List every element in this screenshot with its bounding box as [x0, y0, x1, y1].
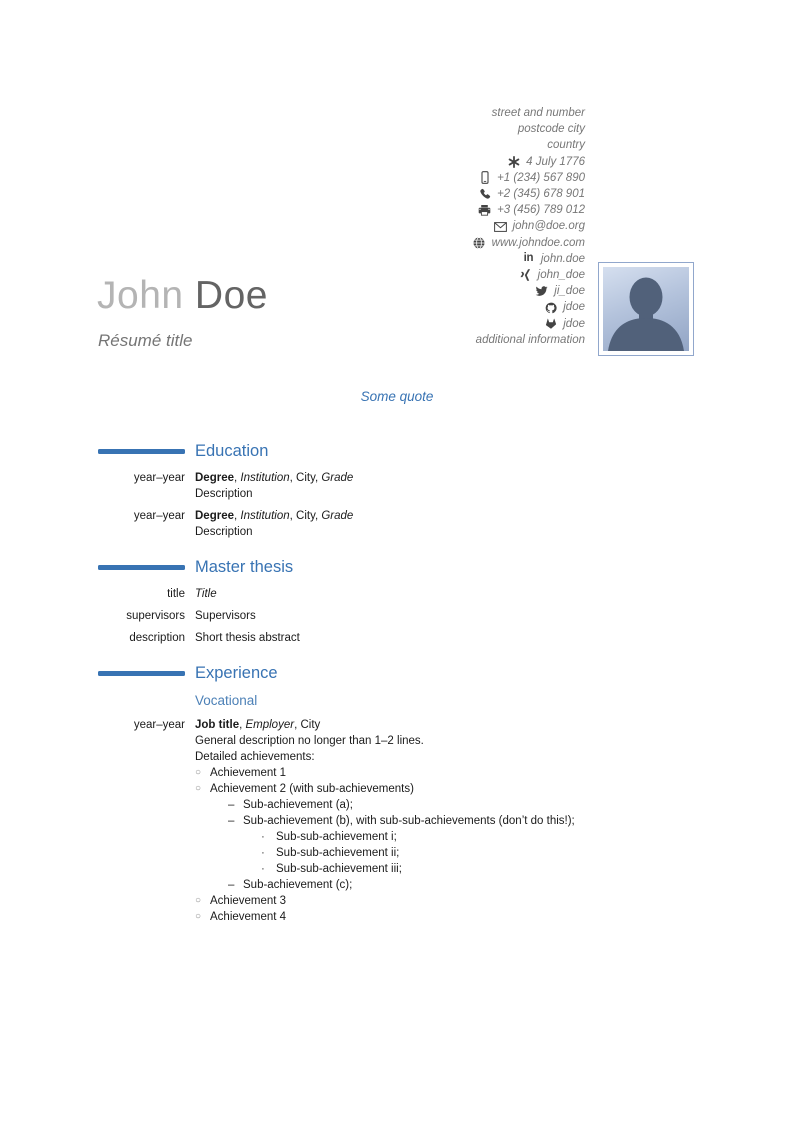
thesis-row-label: supervisors — [126, 610, 185, 622]
bullet-marker: ○ — [195, 783, 202, 794]
entry-paragraph: General description no longer than 1–2 lines. — [195, 735, 424, 747]
contact-line — [472, 251, 585, 267]
contact-line — [472, 154, 585, 170]
contact-text: 4 July 1776 — [526, 155, 585, 168]
contact-text: +2 (345) 678 901 — [497, 188, 585, 201]
achievement-item — [195, 781, 704, 893]
headline-segment: , City, — [289, 510, 322, 522]
quote: Some quote — [360, 389, 434, 404]
contact-line — [472, 332, 585, 348]
section-rule — [98, 449, 185, 454]
subsection-heading — [98, 692, 704, 709]
section-rule — [98, 671, 185, 676]
experience-entry — [98, 717, 704, 925]
subsection-title: Vocational — [195, 693, 258, 708]
contact-text: postcode city — [517, 123, 585, 136]
section-heading — [98, 441, 704, 461]
headline-segment: Employer — [245, 719, 295, 731]
entry-years: year–year — [133, 719, 185, 731]
headline-segment: Degree — [195, 510, 234, 522]
mobile-phone-icon — [477, 171, 492, 184]
achievement-item — [228, 877, 704, 893]
entry-content — [195, 470, 704, 502]
achievement-item — [261, 829, 704, 845]
section-master-thesis — [98, 557, 704, 646]
headline-segment: Institution — [240, 510, 290, 522]
contact-text: street and number — [491, 107, 585, 119]
contact-line — [472, 316, 585, 332]
contact-line — [472, 186, 585, 202]
contact-text: +3 (456) 789 012 — [497, 204, 585, 217]
headline-segment: Grade — [321, 510, 354, 522]
achievement-text: Achievement 4 — [210, 911, 287, 923]
entry-headline — [195, 470, 704, 486]
contact-text[interactable]: john@doe.org — [512, 220, 585, 233]
achievement-list — [195, 765, 704, 925]
headline-segment: , — [234, 472, 241, 484]
achievement-list — [228, 797, 704, 893]
contact-line — [472, 137, 585, 153]
bullet-marker: ○ — [195, 911, 202, 922]
achievement-text: Sub-sub-achievement iii; — [276, 863, 402, 875]
entry-years: year–year — [133, 510, 185, 522]
headline-segment: Institution — [240, 472, 290, 484]
twitter-icon — [534, 285, 549, 298]
contact-line — [472, 170, 585, 186]
entry-description: Description — [195, 526, 253, 538]
globe-icon — [472, 236, 487, 249]
bullet-marker: · — [261, 831, 265, 843]
section-heading — [98, 557, 704, 577]
fax-icon — [477, 204, 492, 217]
entry-content — [195, 717, 704, 925]
thesis-row — [98, 586, 704, 602]
linkedin-icon: in — [523, 252, 534, 265]
headline-segment: Grade — [321, 472, 354, 484]
contact-text[interactable]: john_doe — [537, 269, 585, 282]
contact-line — [472, 121, 585, 137]
section-heading — [98, 663, 704, 683]
contact-line — [472, 218, 585, 234]
bullet-marker: · — [261, 863, 265, 875]
profile-photo-silhouette — [603, 267, 689, 351]
bullet-marker: ○ — [195, 767, 202, 778]
education-entry — [98, 470, 704, 502]
github-icon — [543, 301, 558, 314]
contact-line — [472, 235, 585, 251]
last-name: Doe — [194, 274, 268, 317]
entry-content — [195, 508, 704, 540]
phone-icon — [477, 188, 492, 201]
achievement-item — [261, 861, 704, 877]
achievement-text: Sub-sub-achievement ii; — [276, 847, 400, 859]
thesis-row-label: description — [129, 632, 185, 644]
thesis-row — [98, 630, 704, 646]
bullet-marker: – — [228, 815, 235, 827]
headline-segment: , City, — [289, 472, 322, 484]
email-icon — [493, 220, 508, 233]
contact-text[interactable]: jdoe — [563, 317, 585, 330]
achievement-text: Achievement 2 (with sub-achievements) — [210, 783, 414, 795]
achievement-item — [195, 893, 704, 909]
headline-segment: Job title — [195, 719, 240, 731]
thesis-row — [98, 608, 704, 624]
born-icon — [506, 155, 521, 168]
contact-line — [472, 267, 585, 283]
person-name — [97, 276, 268, 315]
thesis-row-value: Title — [195, 588, 217, 600]
contact-line — [472, 283, 585, 299]
profile-photo — [598, 262, 694, 356]
resume-title: Résumé title — [98, 331, 193, 350]
bullet-marker: ○ — [195, 895, 202, 906]
contact-text: additional information — [475, 333, 585, 346]
headline-segment: , City — [294, 719, 321, 731]
achievement-text: Sub-achievement (b), with sub-sub-achievements (don’t do this!); — [243, 815, 575, 827]
contact-text[interactable]: ji_doe — [554, 285, 585, 298]
entry-paragraph: Detailed achievements: — [195, 751, 315, 763]
achievement-item — [228, 813, 704, 877]
bullet-marker: – — [228, 879, 235, 891]
section-title: Education — [195, 442, 269, 460]
section-experience — [98, 663, 704, 925]
contact-text[interactable]: john.doe — [540, 252, 585, 265]
bullet-marker: – — [228, 799, 235, 811]
achievement-item — [228, 797, 704, 813]
bullet-marker: · — [261, 847, 265, 859]
achievement-text: Achievement 1 — [210, 767, 287, 779]
achievement-item — [195, 909, 704, 925]
entry-description: Description — [195, 488, 253, 500]
thesis-row-label: title — [167, 588, 185, 600]
contact-line — [472, 202, 585, 218]
resume-body — [98, 441, 704, 942]
entry-years: year–year — [133, 472, 185, 484]
contact-text: +1 (234) 567 890 — [497, 171, 585, 184]
headline-segment: , — [234, 510, 241, 522]
contact-text[interactable]: www.johndoe.com — [491, 236, 585, 249]
contact-line — [472, 299, 585, 315]
section-rule — [98, 565, 185, 570]
first-name: John — [97, 274, 184, 317]
thesis-rows — [98, 586, 704, 646]
contact-line — [472, 105, 585, 121]
headline-segment: Degree — [195, 472, 234, 484]
achievement-text: Sub-achievement (c); — [243, 879, 353, 891]
achievement-text: Achievement 3 — [210, 895, 287, 907]
thesis-row-value: Supervisors — [195, 610, 256, 622]
contact-text: country — [547, 139, 585, 152]
section-education — [98, 441, 704, 540]
achievement-text: Sub-achievement (a); — [243, 799, 353, 811]
education-entries — [98, 470, 704, 540]
education-entry — [98, 508, 704, 540]
entry-headline — [195, 717, 704, 733]
section-title: Experience — [195, 664, 278, 682]
experience-entries — [98, 717, 704, 925]
achievement-item — [195, 765, 704, 781]
entry-headline — [195, 508, 704, 524]
achievement-item — [261, 845, 704, 861]
section-title: Master thesis — [195, 558, 294, 576]
thesis-row-value: Short thesis abstract — [195, 632, 300, 644]
headline-segment: , — [239, 719, 246, 731]
xing-icon — [518, 269, 533, 282]
achievement-list — [261, 829, 704, 877]
contact-block — [472, 105, 585, 348]
contact-text[interactable]: jdoe — [563, 301, 585, 314]
gitlab-icon — [543, 317, 558, 330]
achievement-text: Sub-sub-achievement i; — [276, 831, 397, 843]
